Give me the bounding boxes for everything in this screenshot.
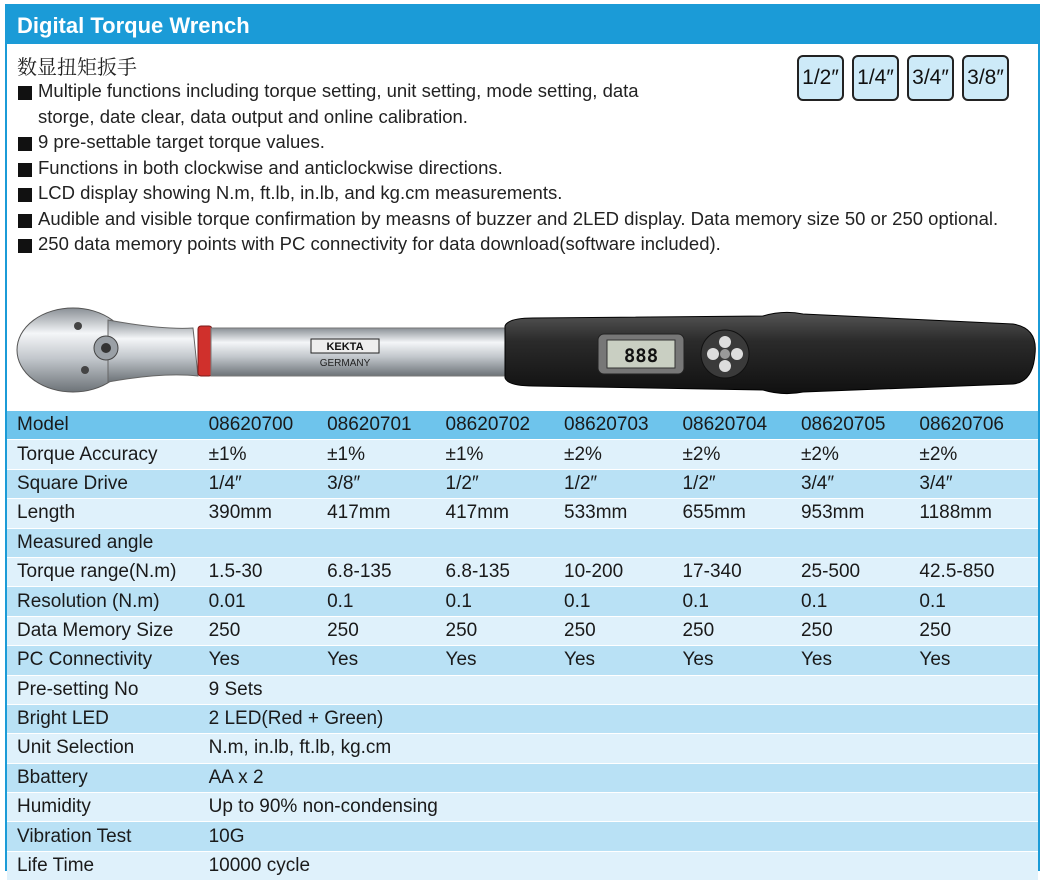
table-cell: 1/4″ <box>209 469 327 498</box>
table-cell: ±1% <box>209 440 327 469</box>
feature-item: 250 data memory points with PC connectivity for data download(software included). <box>17 231 1027 257</box>
row-label: Torque Accuracy <box>7 440 209 469</box>
table-cell: 250 <box>209 616 327 645</box>
size-chip-1: 1/2″ <box>797 55 844 101</box>
torque-wrench-image <box>13 298 1038 410</box>
table-cell: N.m, in.lb, ft.lb, kg.cm <box>209 734 1038 763</box>
table-cell: 10-200 <box>564 557 682 586</box>
feature-item: LCD display showing N.m, ft.lb, in.lb, and kg.cm measurements. <box>17 180 1027 206</box>
row-label: PC Connectivity <box>7 646 209 675</box>
table-cell: ±2% <box>564 440 682 469</box>
feature-list <box>17 78 1027 257</box>
table-cell: Up to 90% non-condensing <box>209 793 1038 822</box>
feature-item: 9 pre-settable target torque values. <box>17 129 1027 155</box>
feature-item: Audible and visible torque confirmation by measns of buzzer and 2LED display. Data memory size 50 or 250 optional. <box>17 206 1027 232</box>
model-cell: 08620700 <box>209 411 327 440</box>
row-label: Measured angle <box>7 528 209 557</box>
row-label: Bright LED <box>7 704 209 733</box>
table-cell: 0.1 <box>919 587 1038 616</box>
table-row <box>7 616 1038 645</box>
size-chip-4: 3/8″ <box>962 55 1009 101</box>
table-cell <box>801 528 919 557</box>
row-label: Humidity <box>7 793 209 822</box>
table-cell <box>919 528 1038 557</box>
table-cell: 1.5-30 <box>209 557 327 586</box>
table-cell: Yes <box>327 646 445 675</box>
table-cell: 2 LED(Red + Green) <box>209 704 1038 733</box>
square-bullet-icon <box>18 239 32 253</box>
table-row <box>7 675 1038 704</box>
table-cell: 1188mm <box>919 499 1038 528</box>
model-cell: 08620702 <box>446 411 564 440</box>
table-row <box>7 704 1038 733</box>
table-cell: 1/2″ <box>446 469 564 498</box>
table-row <box>7 469 1038 498</box>
table-cell: ±2% <box>919 440 1038 469</box>
table-cell: 1/2″ <box>564 469 682 498</box>
size-chip-3: 3/4″ <box>907 55 954 101</box>
model-cell: 08620706 <box>919 411 1038 440</box>
row-label: Torque range(N.m) <box>7 557 209 586</box>
row-label: Length <box>7 499 209 528</box>
table-cell: Yes <box>209 646 327 675</box>
square-bullet-icon <box>18 163 32 177</box>
table-cell: 0.1 <box>801 587 919 616</box>
table-cell <box>682 528 800 557</box>
table-cell: 250 <box>919 616 1038 645</box>
origin-text: GERMANY <box>319 358 371 369</box>
table-row <box>7 734 1038 763</box>
model-cell: 08620704 <box>682 411 800 440</box>
spec-table <box>7 411 1038 881</box>
row-label: Resolution (N.m) <box>7 587 209 616</box>
table-cell: ±2% <box>801 440 919 469</box>
table-cell: 0.1 <box>564 587 682 616</box>
table-cell: 533mm <box>564 499 682 528</box>
table-cell: 6.8-135 <box>446 557 564 586</box>
table-cell: 3/4″ <box>801 469 919 498</box>
table-cell <box>446 528 564 557</box>
table-cell: 250 <box>446 616 564 645</box>
table-row <box>7 587 1038 616</box>
table-cell: 17-340 <box>682 557 800 586</box>
row-label: Pre-setting No <box>7 675 209 704</box>
table-cell: 3/4″ <box>919 469 1038 498</box>
page-title: Digital Torque Wrench <box>17 13 250 38</box>
table-row <box>7 763 1038 792</box>
table-row <box>7 793 1038 822</box>
feature-item: Functions in both clockwise and anticlockwise directions. <box>17 155 1027 181</box>
row-label: Vibration Test <box>7 822 209 851</box>
table-cell: 250 <box>801 616 919 645</box>
brand-text: KEKTA <box>326 341 364 353</box>
table-cell: 9 Sets <box>209 675 1038 704</box>
model-row <box>7 411 1038 440</box>
lcd-reading: 888 <box>623 345 659 367</box>
square-bullet-icon <box>18 86 32 100</box>
product-sheet <box>5 4 1040 877</box>
row-label: Unit Selection <box>7 734 209 763</box>
row-label: Square Drive <box>7 469 209 498</box>
table-cell <box>327 528 445 557</box>
title-bar <box>7 6 1038 44</box>
model-cell: 08620705 <box>801 411 919 440</box>
table-cell: Yes <box>564 646 682 675</box>
model-cell: 08620703 <box>564 411 682 440</box>
table-row <box>7 646 1038 675</box>
row-label: Life Time <box>7 851 209 880</box>
table-row <box>7 822 1038 851</box>
table-cell: 250 <box>564 616 682 645</box>
table-row <box>7 851 1038 880</box>
table-cell: 0.1 <box>682 587 800 616</box>
table-cell: Yes <box>446 646 564 675</box>
table-cell: 0.01 <box>209 587 327 616</box>
square-bullet-icon <box>18 137 32 151</box>
table-cell: 0.1 <box>327 587 445 616</box>
table-cell: Yes <box>682 646 800 675</box>
table-row <box>7 528 1038 557</box>
table-row <box>7 557 1038 586</box>
table-cell: 25-500 <box>801 557 919 586</box>
table-cell: 6.8-135 <box>327 557 445 586</box>
feature-item: Multiple functions including torque setting, unit setting, mode setting, data storge, date clear, data output and online calibration. <box>17 78 1027 129</box>
table-cell: 417mm <box>446 499 564 528</box>
table-row <box>7 499 1038 528</box>
table-cell: 42.5-850 <box>919 557 1038 586</box>
table-cell: 3/8″ <box>327 469 445 498</box>
table-cell: 390mm <box>209 499 327 528</box>
square-bullet-icon <box>18 188 32 202</box>
model-cell: 08620701 <box>327 411 445 440</box>
table-cell: 10000 cycle <box>209 851 1038 880</box>
table-cell: 655mm <box>682 499 800 528</box>
table-cell: ±1% <box>327 440 445 469</box>
size-chip-2: 1/4″ <box>852 55 899 101</box>
table-cell: ±1% <box>446 440 564 469</box>
square-bullet-icon <box>18 214 32 228</box>
wrench-illustration <box>13 298 1038 410</box>
table-cell: 10G <box>209 822 1038 851</box>
row-label: Model <box>7 411 209 440</box>
table-cell: 0.1 <box>446 587 564 616</box>
row-label: Bbattery <box>7 763 209 792</box>
table-cell: 250 <box>682 616 800 645</box>
table-cell: Yes <box>919 646 1038 675</box>
table-cell: 417mm <box>327 499 445 528</box>
row-label: Data Memory Size <box>7 616 209 645</box>
table-cell: 250 <box>327 616 445 645</box>
table-cell <box>209 528 327 557</box>
table-row <box>7 440 1038 469</box>
table-cell: ±2% <box>682 440 800 469</box>
table-cell: Yes <box>801 646 919 675</box>
table-cell: AA x 2 <box>209 763 1038 792</box>
table-cell: 953mm <box>801 499 919 528</box>
table-cell <box>564 528 682 557</box>
chinese-title: 数显扭矩扳手 <box>17 57 137 79</box>
table-cell: 1/2″ <box>682 469 800 498</box>
